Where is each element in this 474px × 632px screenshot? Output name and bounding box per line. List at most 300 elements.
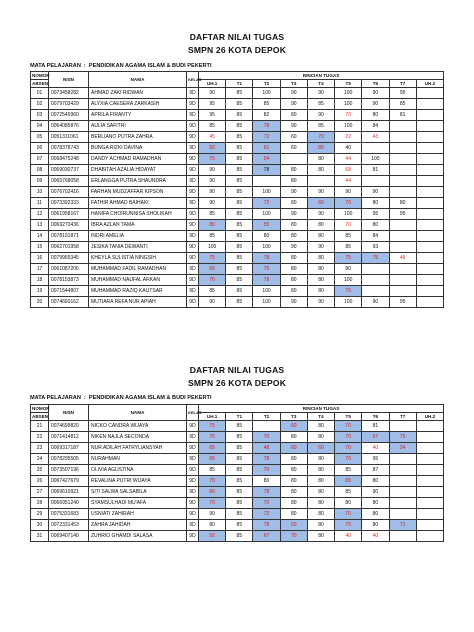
score-cell: 85: [226, 498, 253, 509]
score-cell: 80: [335, 264, 362, 275]
score-cell: 100: [335, 297, 362, 308]
table-row: [31, 275, 444, 286]
score-cell: [362, 143, 389, 154]
score-cell: 80: [362, 198, 389, 209]
score-cell: 80: [362, 110, 389, 121]
score-cell: 90: [199, 88, 226, 99]
score-cell: [416, 220, 443, 231]
absen-cell: 05: [31, 132, 49, 143]
score-cell: 78: [253, 454, 280, 465]
header-col: T5: [335, 80, 362, 88]
nama-cell: ZUHRIO GHAMDI SALASA: [89, 531, 187, 542]
score-cell: [416, 454, 443, 465]
nama-cell: MUHAMMAD FADIL RAMADHAN: [89, 264, 187, 275]
nama-cell: NIKEN NAJLA SECONDA: [89, 432, 187, 443]
table-row: [31, 432, 444, 443]
nisn-cell: 0067427679: [49, 476, 89, 487]
score-cell: 75: [335, 520, 362, 531]
score-cell: [362, 275, 389, 286]
score-cell: 70: [199, 498, 226, 509]
kelas-cell: 9D: [187, 275, 199, 286]
subject-line: [30, 63, 212, 69]
report-title: DAFTAR NILAI TUGAS: [189, 32, 285, 42]
score-cell: 85: [226, 454, 253, 465]
table-row: [31, 498, 444, 509]
nama-cell: INDRI AMELIA: [89, 231, 187, 242]
nama-cell: ZAHRA JAHIDAH: [89, 520, 187, 531]
score-cell: [416, 443, 443, 454]
score-cell: [416, 176, 443, 187]
score-cell: 80: [362, 498, 389, 509]
score-cell: 85: [226, 143, 253, 154]
score-cell: 90: [199, 176, 226, 187]
score-cell: 80: [362, 509, 389, 520]
table-row: [31, 209, 444, 220]
score-cell: 85: [389, 99, 416, 110]
score-cell: [389, 242, 416, 253]
score-cell: 85: [226, 520, 253, 531]
score-cell: 90: [362, 297, 389, 308]
score-cell: 85: [335, 242, 362, 253]
nama-cell: OLIVIA AGUSTINA: [89, 465, 187, 476]
score-cell: [416, 110, 443, 121]
nama-cell: NICKO CANDRA WIJAYA: [89, 421, 187, 432]
nama-cell: DANDY ACHMAD RAMADHAN: [89, 154, 187, 165]
score-cell: [416, 487, 443, 498]
score-cell: 78: [253, 165, 280, 176]
score-cell: 100: [253, 187, 280, 198]
score-cell: 90: [199, 165, 226, 176]
score-cell: 80: [253, 231, 280, 242]
nisn-cell: 0072545960: [49, 110, 89, 121]
score-cell: 87: [362, 465, 389, 476]
score-cell: 80: [362, 520, 389, 531]
score-cell: 50: [199, 143, 226, 154]
header-col: T3: [280, 80, 307, 88]
nama-cell: MUTIARA REFA NUR APIAH: [89, 297, 187, 308]
score-cell: [280, 154, 307, 165]
table-row: [31, 509, 444, 520]
header-row: [31, 405, 444, 413]
score-cell: 80: [280, 110, 307, 121]
absen-cell: 10: [31, 187, 49, 198]
nama-cell: MUHAMMAD NAUFAL ARKAN: [89, 275, 187, 286]
score-cell: 44: [335, 154, 362, 165]
score-cell: 85: [226, 132, 253, 143]
nisn-cell: 0069610921: [49, 487, 89, 498]
kelas-cell: 9D: [187, 231, 199, 242]
nama-cell: AULIA SAFITRI: [89, 121, 187, 132]
score-cell: 90: [199, 198, 226, 209]
score-cell: 65: [199, 454, 226, 465]
score-cell: 100: [335, 88, 362, 99]
score-cell: 70: [335, 220, 362, 231]
nisn-cell: 0066951240: [49, 498, 89, 509]
score-cell: 80: [307, 531, 334, 542]
score-cell: [416, 132, 443, 143]
kelas-cell: 9D: [187, 421, 199, 432]
score-cell: 22: [335, 132, 362, 143]
score-cell: 90: [280, 187, 307, 198]
kelas-cell: 9D: [187, 520, 199, 531]
subject-separator: :: [83, 63, 86, 69]
nisn-cell: 0069030737: [49, 165, 89, 176]
subject-line: [30, 395, 212, 401]
school-name: SMPN 26 KOTA DEPOK: [187, 378, 287, 388]
table-row: [31, 231, 444, 242]
absen-cell: 27: [31, 487, 49, 498]
kelas-cell: 9D: [187, 88, 199, 99]
school-name: SMPN 26 KOTA DEPOK: [187, 45, 287, 55]
score-cell: 65: [335, 476, 362, 487]
score-cell: 90: [280, 99, 307, 110]
kelas-cell: 9D: [187, 176, 199, 187]
score-cell: 80: [280, 165, 307, 176]
score-cell: 78: [253, 275, 280, 286]
score-cell: 90: [362, 88, 389, 99]
score-cell: 85: [226, 176, 253, 187]
absen-cell: 23: [31, 443, 49, 454]
kelas-cell: 9D: [187, 286, 199, 297]
score-cell: 80: [280, 253, 307, 264]
score-cell: 70: [253, 465, 280, 476]
score-cell: 93: [362, 242, 389, 253]
subject-label: MATA PELAJARAN: [30, 395, 81, 401]
score-cell: 85: [199, 231, 226, 242]
absen-cell: 04: [31, 121, 49, 132]
kelas-cell: 9D: [187, 132, 199, 143]
table-row: [31, 286, 444, 297]
score-cell: 85: [199, 209, 226, 220]
score-cell: 75: [335, 253, 362, 264]
score-cell: 80: [280, 432, 307, 443]
score-cell: 80: [280, 275, 307, 286]
absen-cell: 26: [31, 476, 49, 487]
absen-cell: 09: [31, 176, 49, 187]
score-cell: [389, 154, 416, 165]
score-cell: [389, 275, 416, 286]
score-cell: [307, 176, 334, 187]
kelas-cell: 9D: [187, 454, 199, 465]
score-cell: 80: [253, 476, 280, 487]
score-cell: 40: [335, 531, 362, 542]
score-cell: 70: [253, 498, 280, 509]
score-cell: 84: [362, 231, 389, 242]
table-row: [31, 220, 444, 231]
nama-cell: DHABITAH AZALIA HIDAYAT: [89, 165, 187, 176]
nama-cell: AHMAD ZAKI RIDWAN: [89, 88, 187, 99]
header-col: T2: [253, 413, 280, 421]
score-cell: [416, 275, 443, 286]
score-cell: [416, 99, 443, 110]
table-row: [31, 110, 444, 121]
score-cell: 80: [307, 231, 334, 242]
score-cell: 75: [199, 432, 226, 443]
score-cell: 80: [307, 264, 334, 275]
score-cell: 70: [335, 509, 362, 520]
nama-cell: NURAHMAN: [89, 454, 187, 465]
kelas-cell: 9D: [187, 253, 199, 264]
kelas-cell: 9D: [187, 220, 199, 231]
table-row: [31, 165, 444, 176]
score-cell: 95: [199, 99, 226, 110]
score-cell: 75: [199, 253, 226, 264]
score-cell: 85: [307, 121, 334, 132]
score-cell: 95: [389, 209, 416, 220]
score-cell: [253, 176, 280, 187]
nama-cell: REVALINA PUTRI WIJAYA: [89, 476, 187, 487]
kelas-cell: 9D: [187, 498, 199, 509]
table-row: [31, 465, 444, 476]
score-cell: 85: [199, 121, 226, 132]
subject-value: PENDIDIKAN AGAMA ISLAM & BUDI PEKERTI: [88, 63, 212, 69]
score-cell: 80: [307, 421, 334, 432]
score-cell: 54: [253, 154, 280, 165]
score-cell: 85: [335, 465, 362, 476]
kelas-cell: 9D: [187, 297, 199, 308]
score-cell: [389, 509, 416, 520]
header-col: T3: [280, 413, 307, 421]
score-cell: 60: [307, 443, 334, 454]
score-cell: 100: [362, 154, 389, 165]
score-cell: 78: [253, 121, 280, 132]
score-cell: 90: [199, 187, 226, 198]
score-cell: 67: [253, 531, 280, 542]
score-cell: 61: [253, 143, 280, 154]
score-cell: 80: [307, 465, 334, 476]
score-cell: 85: [226, 187, 253, 198]
score-cell: [389, 465, 416, 476]
table-row: [31, 99, 444, 110]
score-cell: 60: [199, 487, 226, 498]
score-cell: 24: [389, 443, 416, 454]
header-col: T6: [362, 80, 389, 88]
nama-cell: FARHAN MUDZAFFAR KIPSON: [89, 187, 187, 198]
absen-cell: 11: [31, 198, 49, 209]
nama-cell: ALYXIA CAESERA ZARKASIH: [89, 99, 187, 110]
score-cell: 95: [199, 110, 226, 121]
table-row: [31, 242, 444, 253]
score-cell: [389, 143, 416, 154]
table-row: [31, 154, 444, 165]
score-cell: [416, 421, 443, 432]
absen-cell: 01: [31, 88, 49, 99]
header-absen: ABSEN: [32, 414, 49, 419]
nisn-cell: 0071414812: [49, 432, 89, 443]
score-cell: 90: [199, 297, 226, 308]
nisn-cell: 0073392333: [49, 198, 89, 209]
score-cell: 80: [362, 476, 389, 487]
score-cell: [389, 220, 416, 231]
score-cell: 85: [226, 110, 253, 121]
header-nisn: NISN: [49, 72, 89, 88]
kelas-cell: 9D: [187, 198, 199, 209]
nama-cell: NUR ADILAH FATRYLIANSYAH: [89, 443, 187, 454]
header-nomor: NOMOR: [32, 73, 50, 78]
score-cell: 80: [307, 143, 334, 154]
table-row: [31, 121, 444, 132]
score-cell: 100: [253, 242, 280, 253]
score-cell: 95: [389, 88, 416, 99]
score-cell: 80: [307, 286, 334, 297]
header-nomor: NOMOR: [32, 406, 50, 411]
score-cell: [416, 209, 443, 220]
score-cell: [389, 231, 416, 242]
score-cell: 100: [253, 286, 280, 297]
absen-cell: 31: [31, 531, 49, 542]
nisn-cell: 0078295505: [49, 454, 89, 465]
score-cell: 100: [253, 209, 280, 220]
score-cell: 85: [226, 88, 253, 99]
grade-table: [30, 71, 444, 308]
score-cell: 90: [280, 121, 307, 132]
score-cell: 80: [280, 476, 307, 487]
nisn-cell: 0068475248: [49, 154, 89, 165]
kelas-cell: 9D: [187, 165, 199, 176]
score-cell: [416, 165, 443, 176]
header-col: T7: [389, 413, 416, 421]
score-cell: [389, 132, 416, 143]
score-cell: 81: [362, 165, 389, 176]
score-cell: 90: [307, 297, 334, 308]
score-cell: 85: [199, 286, 226, 297]
score-cell: [416, 121, 443, 132]
header-absen: ABSEN: [32, 81, 49, 86]
score-cell: 71: [389, 520, 416, 531]
score-cell: 100: [335, 121, 362, 132]
kelas-cell: 9D: [187, 99, 199, 110]
score-cell: 81: [362, 421, 389, 432]
score-cell: [416, 476, 443, 487]
score-cell: 65: [199, 264, 226, 275]
score-cell: 80: [307, 520, 334, 531]
kelas-cell: 9D: [187, 476, 199, 487]
score-cell: 80: [307, 253, 334, 264]
table-row: [31, 264, 444, 275]
kelas-cell: 9D: [187, 242, 199, 253]
kelas-cell: 9D: [187, 531, 199, 542]
nisn-cell: 0079703429: [49, 99, 89, 110]
score-cell: 40: [362, 443, 389, 454]
score-cell: [416, 231, 443, 242]
nisn-cell: 0061087206: [49, 264, 89, 275]
kelas-cell: 9D: [187, 187, 199, 198]
score-cell: 82: [253, 110, 280, 121]
score-cell: [389, 531, 416, 542]
score-cell: 60: [307, 198, 334, 209]
nisn-cell: 0078191871: [49, 231, 89, 242]
absen-cell: 16: [31, 253, 49, 264]
score-cell: [416, 297, 443, 308]
nama-cell: SITI SALWA SALSABILA: [89, 487, 187, 498]
nisn-cell: 0078378743: [49, 143, 89, 154]
score-cell: 85: [226, 121, 253, 132]
score-cell: 90: [335, 187, 362, 198]
score-cell: 75: [199, 154, 226, 165]
score-cell: [416, 264, 443, 275]
nisn-cell: 0069317187: [49, 443, 89, 454]
absen-cell: 24: [31, 454, 49, 465]
table-row: [31, 531, 444, 542]
score-cell: [416, 509, 443, 520]
nisn-cell: 0061958167: [49, 209, 89, 220]
nama-cell: JESIKA TANIA DEWANTI: [89, 242, 187, 253]
absen-cell: 15: [31, 242, 49, 253]
score-cell: 85: [226, 286, 253, 297]
score-cell: 45: [199, 132, 226, 143]
nisn-cell: 0073507196: [49, 465, 89, 476]
score-cell: 70: [335, 198, 362, 209]
score-cell: [416, 88, 443, 99]
score-cell: [416, 242, 443, 253]
score-cell: [416, 498, 443, 509]
report-title: DAFTAR NILAI TUGAS: [189, 365, 285, 375]
score-cell: 75: [335, 286, 362, 297]
table-row: [31, 421, 444, 432]
score-cell: [416, 143, 443, 154]
score-cell: 100: [335, 275, 362, 286]
score-cell: 44: [335, 176, 362, 187]
score-cell: 80: [307, 509, 334, 520]
nisn-cell: 0069270436: [49, 220, 89, 231]
absen-cell: 18: [31, 275, 49, 286]
score-cell: 85: [335, 487, 362, 498]
absen-cell: 14: [31, 231, 49, 242]
score-cell: 90: [280, 88, 307, 99]
header-col: UH.2: [416, 80, 443, 88]
absen-cell: 17: [31, 264, 49, 275]
kelas-cell: 9D: [187, 121, 199, 132]
header-col: UH.1: [199, 413, 226, 421]
absen-cell: 22: [31, 432, 49, 443]
kelas-cell: 9D: [187, 143, 199, 154]
score-cell: [416, 432, 443, 443]
table-row: [31, 187, 444, 198]
subject-separator: :: [83, 395, 86, 401]
score-cell: 90: [307, 242, 334, 253]
kelas-cell: 9D: [187, 154, 199, 165]
absen-cell: 19: [31, 286, 49, 297]
table-row: [31, 88, 444, 99]
score-cell: 100: [253, 88, 280, 99]
score-cell: 80: [280, 264, 307, 275]
score-cell: 85: [226, 421, 253, 432]
nisn-cell: 0075331683: [49, 509, 89, 520]
table-row: [31, 443, 444, 454]
absen-cell: 07: [31, 154, 49, 165]
absen-cell: 13: [31, 220, 49, 231]
nisn-cell: 0074699820: [49, 421, 89, 432]
score-cell: 70: [335, 443, 362, 454]
score-cell: 85: [226, 264, 253, 275]
score-cell: [389, 454, 416, 465]
score-cell: 60: [280, 421, 307, 432]
score-cell: 72: [253, 198, 280, 209]
score-cell: 75: [199, 421, 226, 432]
score-cell: [389, 421, 416, 432]
header-nama: NAMA: [89, 72, 187, 88]
header-nama: NAMA: [89, 405, 187, 421]
score-cell: [389, 187, 416, 198]
score-cell: 100: [335, 99, 362, 110]
score-cell: 80: [307, 476, 334, 487]
score-cell: 48: [389, 253, 416, 264]
score-cell: [416, 520, 443, 531]
nisn-cell: 0073458282: [49, 88, 89, 99]
header-col: T5: [335, 413, 362, 421]
score-cell: 90: [307, 209, 334, 220]
kelas-cell: 9D: [187, 487, 199, 498]
